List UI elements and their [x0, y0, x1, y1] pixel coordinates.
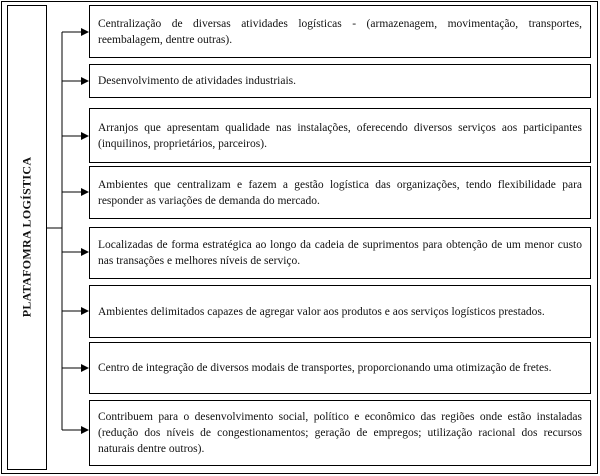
item-box-4	[89, 166, 591, 219]
item-text: Desenvolvimento de atividades industriais.	[98, 75, 297, 87]
item-box-8	[89, 400, 591, 466]
platform-label: PLATAFOMRA LOGÍSTICA	[19, 156, 34, 318]
item-box-5	[89, 227, 591, 279]
item-box-6	[89, 285, 591, 338]
item-text: Arranjos que apresentam qualidade nas instalações, oferecendo diversos serviços aos participantes (inquilinos, proprietários, parceiros).	[98, 121, 582, 150]
item-box-2	[89, 64, 591, 98]
item-text: Centro de integração de diversos modais de transportes, proporcionando uma otimização de fretes.	[98, 362, 552, 374]
item-text: Localizadas de forma estratégica ao longo da cadeia de suprimentos para obtenção de um menor custo nas transações e melhores níveis de serviço.	[98, 239, 582, 267]
item-text: Ambientes que centralizam e fazem a gestão logística das organizações, tendo flexibilidade para responder as variações de demanda do mercado.	[98, 178, 582, 207]
item-box-7	[89, 342, 591, 394]
item-text: Ambientes delimitados capazes de agregar valor aos produtos e aos serviços logísticos prestados.	[98, 305, 545, 318]
item-box-3	[89, 108, 591, 163]
item-text: Centralização de diversas atividades logísticas - (armazenagem, movimentação, transportes, reembalagem, dentre outras).	[98, 17, 582, 46]
item-box-1	[89, 5, 591, 58]
item-text: Contribuem para o desenvolvimento social, político e econômico das regiões onde estão instaladas (redução dos níveis de congestionamentos; geração de empregos; utilização racional dos recursos naturais dentre outros).	[98, 411, 582, 455]
